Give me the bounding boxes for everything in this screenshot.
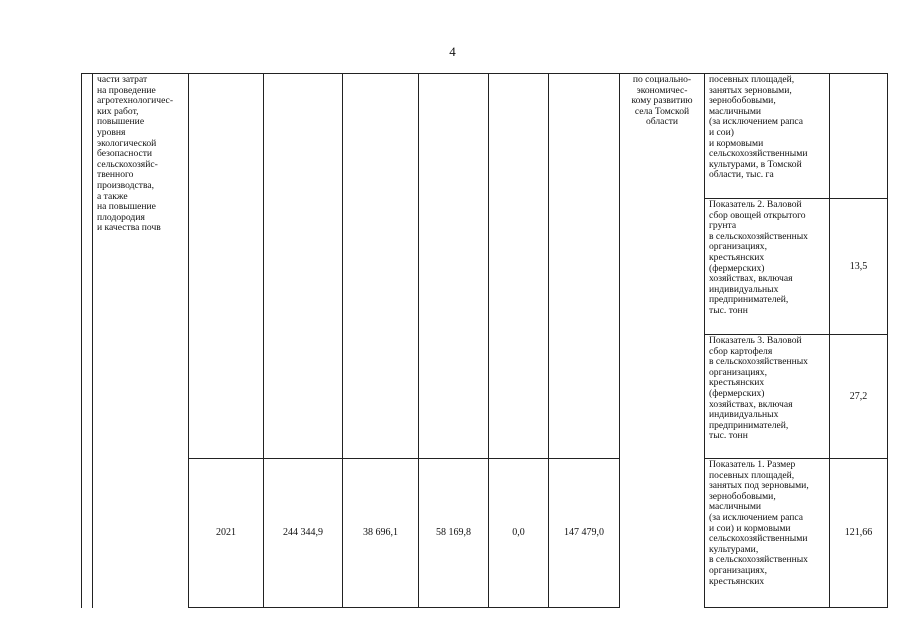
table-row	[82, 459, 888, 608]
indicator-cell: посевных площадей, занятых зерновыми, зернобобовыми, масличными (за исключением рапса и сои) и кормовыми сельскохозяйственными культурами, в Томской области, тыс. га	[705, 74, 830, 199]
local-funding-cell: 0,0	[489, 459, 549, 608]
regional-funding-cell: 58 169,8	[419, 459, 489, 608]
task-description-cell: части затрат на проведение агротехнологичес- ких работ, повышение уровня экологической безопасности сельскохозяйс- твенного производства, а также на повышение плодородия и качества почв	[93, 74, 189, 608]
total-cell-empty	[264, 74, 343, 459]
other-funding-cell: 147 479,0	[549, 459, 620, 608]
regional-cell-empty	[419, 74, 489, 459]
year-cell-empty	[189, 74, 264, 459]
responsible-executor-cell: по социально- экономичес- кому развитию села Томской области	[620, 74, 705, 608]
federal-funding-cell: 38 696,1	[343, 459, 419, 608]
indicator-cell: Показатель 1. Размер посевных площадей, занятых под зерновыми, зернобобовыми, масличными (за исключением рапса и сои) и кормовыми сельскохозяйственными культурами, в сельскохозяйственных организациях, крестьянских	[705, 459, 830, 608]
year-cell: 2021	[189, 459, 264, 608]
federal-cell-empty	[343, 74, 419, 459]
indicator-value-cell: 27,2	[830, 335, 888, 459]
indicator-value-cell: 121,66	[830, 459, 888, 608]
indicator-value-cell: 13,5	[830, 199, 888, 335]
indicator-value-cell	[830, 74, 888, 199]
local-cell-empty	[489, 74, 549, 459]
index-cell	[82, 74, 93, 608]
table-row	[82, 74, 888, 199]
indicator-cell: Показатель 3. Валовой сбор картофеля в сельскохозяйственных организациях, крестьянских (фермерских) хозяйствах, включая индивидуальных предпринимателей, тыс. тонн	[705, 335, 830, 459]
page-number: 4	[449, 44, 456, 59]
other-cell-empty	[549, 74, 620, 459]
total-funding-cell: 244 344,9	[264, 459, 343, 608]
indicator-cell: Показатель 2. Валовой сбор овощей открытого грунта в сельскохозяйственных организациях, крестьянских (фермерских) хозяйствах, включая индивидуальных предпринимателей, тыс. тонн	[705, 199, 830, 335]
program-table	[81, 73, 888, 608]
